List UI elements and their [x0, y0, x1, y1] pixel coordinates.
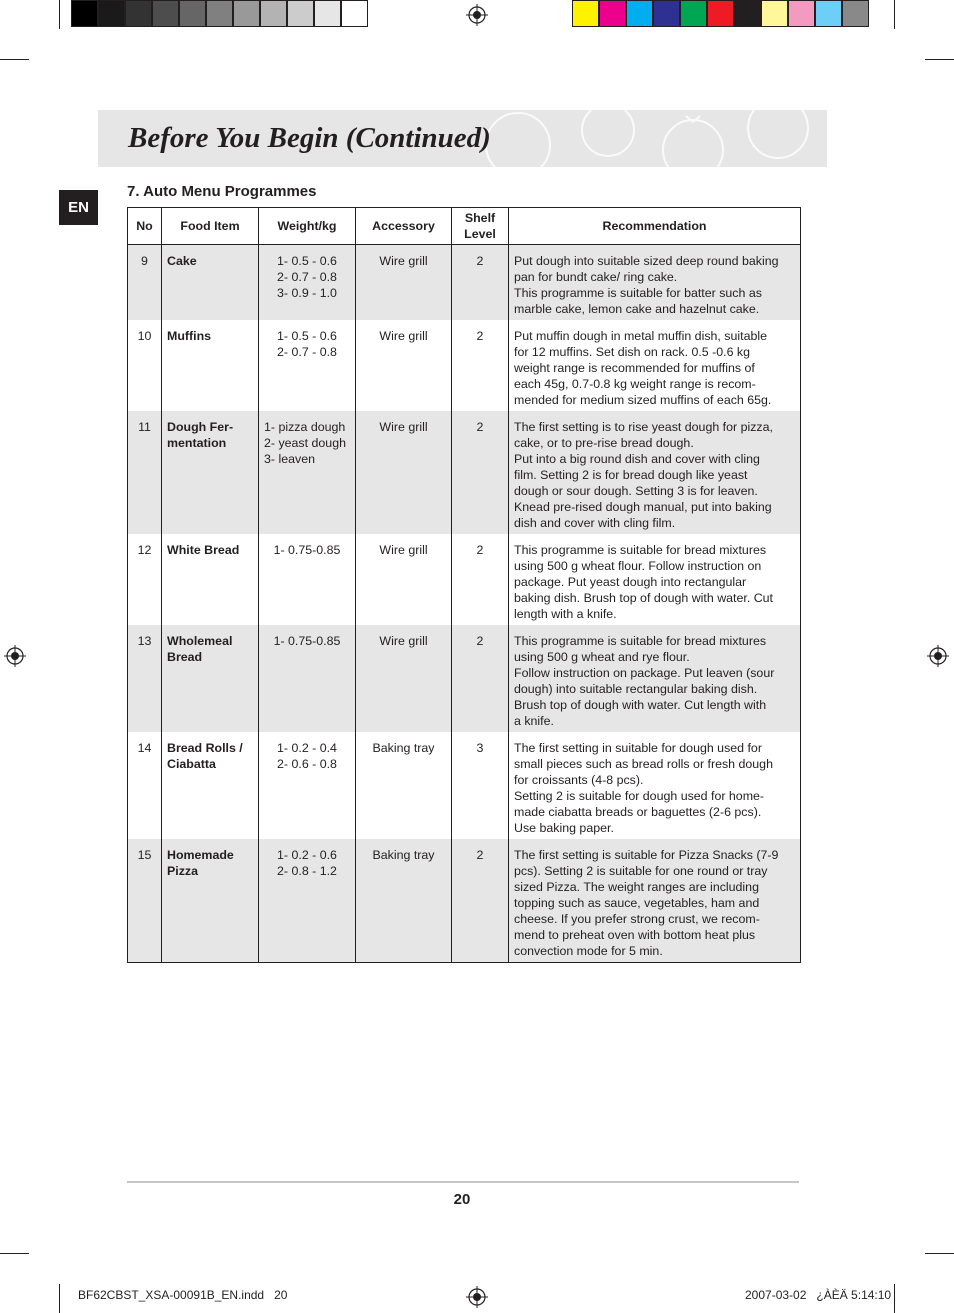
cell-recommendation-line: Put muffin dough in metal muffin dish, suitable [514, 329, 768, 343]
table-row [128, 411, 801, 534]
color-swatch [71, 0, 98, 27]
cell-recommendation-line: a knife. [514, 714, 554, 728]
cell-recommendation [509, 245, 801, 321]
cell-no: 11 [128, 411, 162, 534]
cell-shelf-level: 2 [452, 625, 509, 732]
cell-recommendation-line: Follow instruction on package. Put leaven (sour [514, 666, 775, 680]
cell-weight [259, 320, 356, 411]
cell-weight [259, 625, 356, 732]
cell-recommendation-line: using 500 g wheat flour. Follow instruction on [514, 559, 762, 573]
footer-timestamp: 2007-03-02 ¿ÀÈÄ 5:14:10 [745, 1288, 892, 1302]
color-swatch [125, 0, 152, 27]
cell-food-item [162, 839, 259, 963]
cell-weight-line: 2- yeast dough [264, 436, 346, 450]
cell-recommendation [509, 839, 801, 963]
cell-recommendation-line: Brush top of dough with water. Cut length with [514, 698, 767, 712]
cell-no: 14 [128, 732, 162, 839]
cell-weight-line: 1- 0.75-0.85 [273, 634, 341, 648]
color-swatch [815, 0, 842, 27]
cell-recommendation-line: each 45g, 0.7-0.8 kg weight range is recom- [514, 377, 756, 391]
cell-shelf-level: 2 [452, 534, 509, 625]
cell-recommendation-line: dough or sour dough. Setting 3 is for leaven. [514, 484, 758, 498]
section-title: 7. Auto Menu Programmes [127, 183, 317, 200]
cell-no: 10 [128, 320, 162, 411]
color-swatch [572, 0, 599, 27]
cell-recommendation-line: The first setting is suitable for Pizza Snacks (7-9 [514, 848, 779, 862]
cell-recommendation-line: weight range is recommended for muffins of [514, 361, 755, 375]
color-swatch [233, 0, 260, 27]
cell-no: 13 [128, 625, 162, 732]
registration-mark-icon [927, 645, 949, 667]
column-header-no: No [128, 208, 162, 245]
cell-weight-line: 3- leaven [264, 452, 315, 466]
column-header-accessory: Accessory [356, 208, 452, 245]
cell-food-item-line: Ciabatta [167, 757, 216, 771]
cell-recommendation-line: convection mode for 5 min. [514, 944, 663, 958]
cell-weight [259, 732, 356, 839]
cell-recommendation-line: This programme is suitable for bread mixtures [514, 543, 767, 557]
cell-weight-line: 2- 0.7 - 0.8 [277, 345, 337, 359]
cell-recommendation-line: using 500 g wheat and rye flour. [514, 650, 690, 664]
cell-recommendation [509, 625, 801, 732]
color-swatch [707, 0, 734, 27]
cell-weight [259, 839, 356, 963]
cell-recommendation-line: Use baking paper. [514, 821, 614, 835]
color-swatch [179, 0, 206, 27]
cell-accessory: Baking tray [356, 839, 452, 963]
cell-accessory: Wire grill [356, 534, 452, 625]
cell-food-item-line: Dough Fer- [167, 420, 234, 434]
cell-no: 12 [128, 534, 162, 625]
cell-food-item [162, 732, 259, 839]
cell-shelf-level: 3 [452, 732, 509, 839]
cell-recommendation-line: package. Put yeast dough into rectangular [514, 575, 747, 589]
cell-food-item [162, 411, 259, 534]
cell-recommendation-line: The first setting is to rise yeast dough for pizza, [514, 420, 773, 434]
column-header-shelf-level: Shelf Level [452, 208, 509, 245]
cell-recommendation-line: dish and cover with cling film. [514, 516, 676, 530]
cell-recommendation-line: for 12 muffins. Set dish on rack. 0.5 -0.6 kg [514, 345, 751, 359]
column-header-weight: Weight/kg [259, 208, 356, 245]
cell-recommendation-line: length with a knife. [514, 607, 617, 621]
cell-food-item [162, 625, 259, 732]
color-swatch [152, 0, 179, 27]
cell-recommendation-line: marble cake, lemon cake and hazelnut cake. [514, 302, 760, 316]
crop-mark [59, 1284, 60, 1313]
cell-recommendation-line: This programme is suitable for batter such as [514, 286, 762, 300]
cell-recommendation-line: This programme is suitable for bread mixtures [514, 634, 767, 648]
cell-accessory: Wire grill [356, 411, 452, 534]
cell-recommendation-line: dough) into suitable rectangular baking dish. [514, 682, 758, 696]
cell-recommendation-line: sized Pizza. The weight ranges are including [514, 880, 759, 894]
color-swatch [680, 0, 707, 27]
cell-weight [259, 411, 356, 534]
cell-weight-line: 1- 0.2 - 0.6 [277, 848, 337, 862]
cell-recommendation [509, 320, 801, 411]
cell-accessory: Wire grill [356, 625, 452, 732]
cell-accessory: Wire grill [356, 245, 452, 321]
crop-mark [0, 59, 29, 60]
cell-food-item-line: Wholemeal [167, 634, 233, 648]
color-swatch [314, 0, 341, 27]
cell-recommendation-line: small pieces such as bread rolls or fresh dough [514, 757, 773, 771]
cell-shelf-level: 2 [452, 839, 509, 963]
cell-recommendation-line: Put dough into suitable sized deep round baking [514, 254, 779, 268]
cell-recommendation-line: mended for medium sized muffins of each 65g. [514, 393, 772, 407]
color-swatch [626, 0, 653, 27]
registration-mark-icon [466, 1286, 488, 1308]
cell-recommendation [509, 534, 801, 625]
registration-mark-icon [4, 645, 26, 667]
cell-weight-line: 1- pizza dough [264, 420, 346, 434]
crop-mark [925, 1253, 954, 1254]
footer-rule [127, 1181, 799, 1183]
cell-weight-line: 1- 0.75-0.85 [273, 543, 341, 557]
cell-recommendation-line: baking dish. Brush top of dough with water. Cut [514, 591, 773, 605]
column-header-food-item: Food Item [162, 208, 259, 245]
color-swatch [206, 0, 233, 27]
cell-food-item-line: Cake [167, 254, 197, 268]
table-header-row [128, 208, 801, 245]
cell-weight-line: 2- 0.8 - 1.2 [277, 864, 337, 878]
cell-accessory: Baking tray [356, 732, 452, 839]
color-swatch [734, 0, 761, 27]
decorative-tomato-pattern [458, 110, 827, 167]
cell-recommendation-line: cheese. If you prefer strong crust, we recom- [514, 912, 760, 926]
color-swatch [761, 0, 788, 27]
cell-food-item-line: Bread Rolls / [167, 741, 243, 755]
cell-weight-line: 1- 0.5 - 0.6 [277, 329, 337, 343]
cell-recommendation-line: Setting 2 is suitable for dough used for home- [514, 789, 765, 803]
page-title: Before You Begin (Continued) [128, 122, 491, 154]
cell-weight-line: 2- 0.6 - 0.8 [277, 757, 337, 771]
cell-food-item-line: Homemade [167, 848, 234, 862]
cell-food-item-line: mentation [167, 436, 227, 450]
language-tab: EN [59, 190, 98, 225]
cell-food-item [162, 245, 259, 321]
cell-recommendation-line: mend to preheat oven with bottom heat plus [514, 928, 756, 942]
cell-shelf-level: 2 [452, 245, 509, 321]
cell-shelf-level: 2 [452, 320, 509, 411]
header-band [98, 110, 827, 167]
crop-mark [894, 1284, 895, 1313]
cell-food-item-line: Bread [167, 650, 203, 664]
table-row [128, 732, 801, 839]
color-swatch [260, 0, 287, 27]
cell-food-item-line: Pizza [167, 864, 198, 878]
table-row [128, 320, 801, 411]
color-swatch [98, 0, 125, 27]
column-header-recommendation: Recommendation [509, 208, 801, 245]
page-number: 20 [453, 1191, 471, 1208]
color-swatch [341, 0, 368, 27]
cell-weight [259, 245, 356, 321]
cell-shelf-level: 2 [452, 411, 509, 534]
color-swatch [599, 0, 626, 27]
cell-recommendation-line: The first setting in suitable for dough used for [514, 741, 762, 755]
footer-file-name: BF62CBST_XSA-00091B_EN.indd 20 [78, 1288, 288, 1302]
cell-weight [259, 534, 356, 625]
color-swatch [842, 0, 869, 27]
cell-recommendation [509, 732, 801, 839]
cell-weight-line: 1- 0.5 - 0.6 [277, 254, 337, 268]
cell-recommendation-line: topping such as sauce, vegetables, ham and [514, 896, 760, 910]
cell-no: 15 [128, 839, 162, 963]
table-row [128, 625, 801, 732]
crop-mark [894, 0, 895, 29]
cell-recommendation-line: pcs). Setting 2 is suitable for one round or tray [514, 864, 768, 878]
cell-food-item-line: Muffins [167, 329, 212, 343]
cell-no: 9 [128, 245, 162, 321]
crop-mark [925, 59, 954, 60]
cell-weight-line: 3- 0.9 - 1.0 [277, 286, 337, 300]
table-row [128, 534, 801, 625]
cell-food-item [162, 534, 259, 625]
registration-mark-icon [466, 4, 488, 26]
cell-accessory: Wire grill [356, 320, 452, 411]
color-swatch-bar [572, 0, 869, 29]
crop-mark [0, 1253, 29, 1254]
grey-swatch-bar [71, 0, 368, 29]
cell-recommendation-line: made ciabatta breads or baguettes (2-6 pcs). [514, 805, 762, 819]
cell-recommendation-line: for croissants (4-8 pcs). [514, 773, 644, 787]
table-row [128, 839, 801, 963]
cell-food-item-line: White Bread [167, 543, 240, 557]
cell-recommendation-line: Knead pre-rised dough manual, put into baking [514, 500, 772, 514]
color-swatch [788, 0, 815, 27]
cell-recommendation-line: film. Setting 2 is for bread dough like yeast [514, 468, 748, 482]
color-swatch [653, 0, 680, 27]
cell-recommendation-line: Put into a big round dish and cover with cling [514, 452, 760, 466]
color-swatch [287, 0, 314, 27]
cell-recommendation-line: pan for bundt cake/ ring cake. [514, 270, 678, 284]
auto-menu-table [127, 207, 801, 963]
cell-food-item [162, 320, 259, 411]
cell-recommendation [509, 411, 801, 534]
cell-weight-line: 2- 0.7 - 0.8 [277, 270, 337, 284]
crop-mark [59, 0, 60, 29]
cell-weight-line: 1- 0.2 - 0.4 [277, 741, 337, 755]
cell-recommendation-line: cake, or to pre-rise bread dough. [514, 436, 694, 450]
table-row [128, 245, 801, 321]
